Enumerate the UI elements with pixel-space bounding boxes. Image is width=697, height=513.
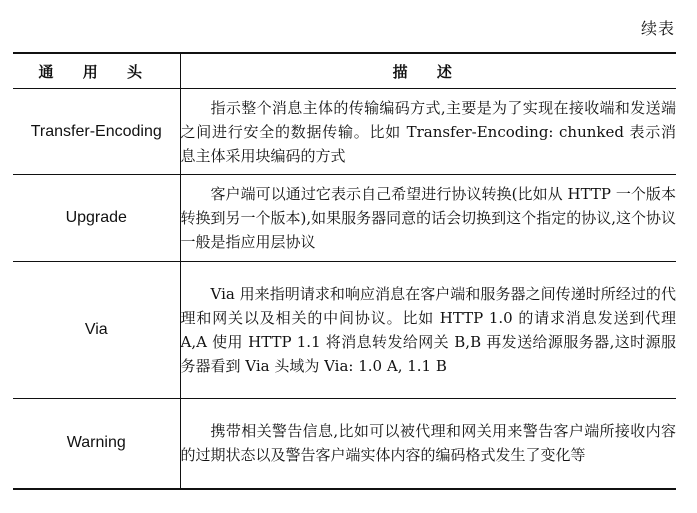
column-header-description: 描 述 bbox=[180, 53, 676, 89]
header-name-cell: Upgrade bbox=[13, 175, 180, 262]
description-text: 客户端可以通过它表示自己希望进行协议转换(比如从 HTTP 一个版本转换到另一个版本),如果服务器同意的话会切换到这个指定的协议,这个协议一般是指应用层协议 bbox=[180, 185, 676, 251]
description-cell bbox=[180, 262, 676, 399]
description-text: 携带相关警告信息,比如可以被代理和网关用来警告客户端所接收内容的过期状态以及警告客户端实体内容的编码格式发生了变化等 bbox=[180, 422, 676, 465]
header-name-cell: Warning bbox=[13, 399, 180, 489]
continued-table-label: 续表 bbox=[640, 19, 675, 38]
table-row bbox=[13, 399, 676, 489]
http-general-headers-table bbox=[13, 52, 676, 490]
table-row bbox=[13, 175, 676, 262]
table-row bbox=[13, 89, 676, 175]
table-row bbox=[13, 262, 676, 399]
column-header-general-header: 通 用 头 bbox=[13, 53, 180, 89]
header-name-cell: Transfer-Encoding bbox=[13, 89, 180, 175]
table-header-row bbox=[13, 53, 676, 89]
description-cell bbox=[180, 89, 676, 175]
description-text: Via 用来指明请求和响应消息在客户端和服务器之间传递时所经过的代理和网关以及相关的中间协议。比如 HTTP 1.0 的请求消息发送到代理 A,A 使用 HTTP 1.1 将消息转发给网关 B,B 再发送给源服务器,这时源服务器看到 Via 头域为 Via: 1.0 A, 1.1 B bbox=[180, 285, 676, 375]
header-name-cell: Via bbox=[13, 262, 180, 399]
description-cell bbox=[180, 175, 676, 262]
description-text: 指示整个消息主体的传输编码方式,主要是为了实现在接收端和发送端之间进行安全的数据传输。比如 Transfer-Encoding: chunked 表示消息主体采用块编码的方式 bbox=[180, 98, 676, 165]
description-cell bbox=[180, 399, 676, 489]
